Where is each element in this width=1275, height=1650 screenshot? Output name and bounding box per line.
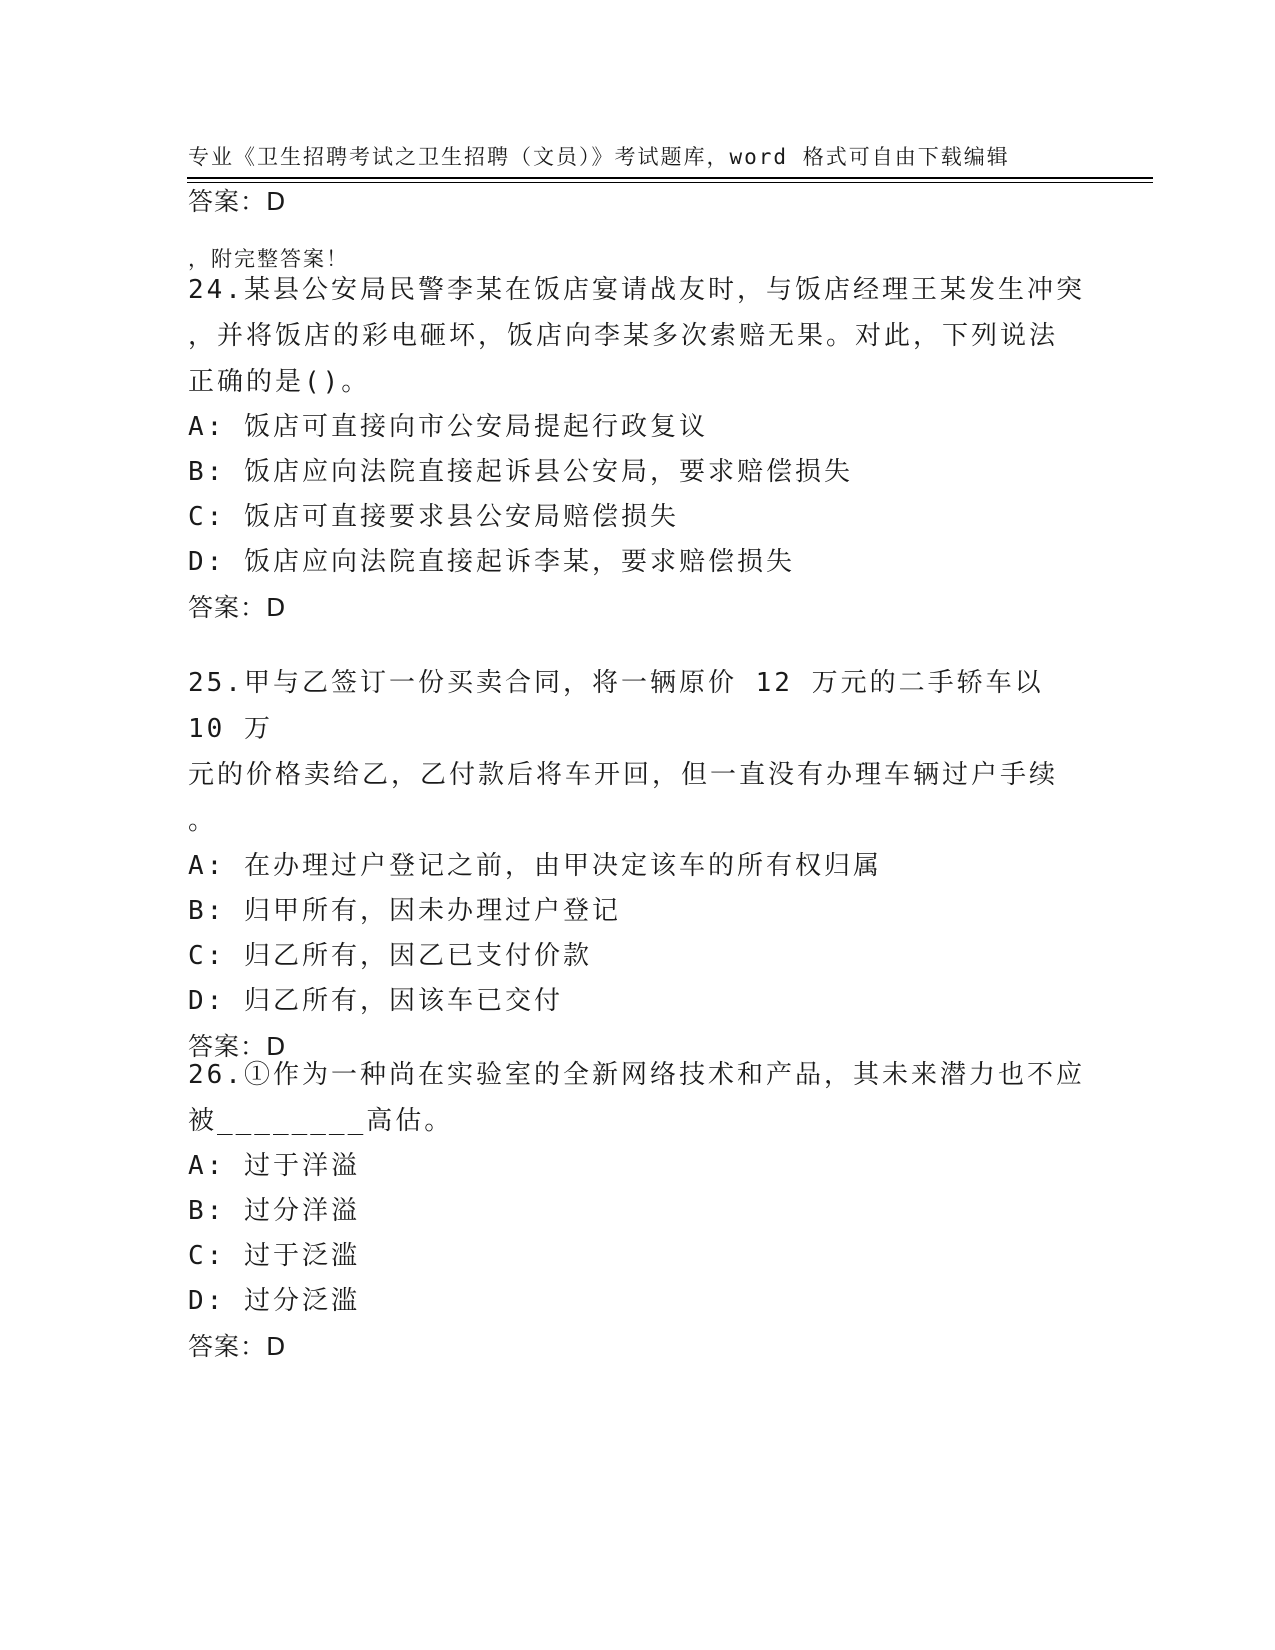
header-line-1: 专业《卫生招聘考试之卫生招聘（文员）》考试题库，word 格式可自由下载编辑 xyxy=(188,145,1010,169)
option-b: B: 归甲所有，因未办理过户登记 xyxy=(188,896,621,926)
option-d: D: 过分泛滥 xyxy=(188,1286,360,1316)
option-d: D: 归乙所有，因该车已交付 xyxy=(188,986,563,1016)
option-a: A: 过于洋溢 xyxy=(188,1151,360,1181)
question-24 xyxy=(188,267,1088,631)
answer-line: 答案：D xyxy=(188,1332,287,1361)
question-line: 26.①作为一种尚在实验室的全新网络技术和产品，其未来潜力也不应 xyxy=(188,1060,1085,1090)
header-line-2: ，附完整答案！ xyxy=(188,247,349,271)
question-line: ，并将饭店的彩电砸坏，饭店向李某多次索赔无果。对此，下列说法 xyxy=(188,321,1059,351)
option-a: A: 饭店可直接向市公安局提起行政复议 xyxy=(188,412,708,442)
previous-answer xyxy=(188,179,1088,225)
question-line: 被________高估。 xyxy=(188,1106,454,1136)
option-a: A: 在办理过户登记之前，由甲决定该车的所有权归属 xyxy=(188,851,882,881)
question-line: 正确的是()。 xyxy=(188,367,371,397)
option-b: B: 过分洋溢 xyxy=(188,1196,360,1226)
question-line: 24.某县公安局民警李某在饭店宴请战友时，与饭店经理王某发生冲突 xyxy=(188,275,1085,305)
option-d: D: 饭店应向法院直接起诉李某，要求赔偿损失 xyxy=(188,547,795,577)
option-c: C: 归乙所有，因乙已支付价款 xyxy=(188,941,592,971)
question-25 xyxy=(188,660,1088,1070)
answer-line: 答案：D xyxy=(188,1032,287,1061)
option-c: C: 过于泛滥 xyxy=(188,1241,360,1271)
option-b: B: 饭店应向法院直接起诉县公安局，要求赔偿损失 xyxy=(188,457,853,487)
question-line: 元的价格卖给乙，乙付款后将车开回，但一直没有办理车辆过户手续 xyxy=(188,760,1059,790)
option-c: C: 饭店可直接要求县公安局赔偿损失 xyxy=(188,502,679,532)
question-line: 。 xyxy=(188,806,218,836)
question-26 xyxy=(188,1052,1088,1370)
question-line: 25.甲与乙签订一份买卖合同，将一辆原价 12 万元的二手轿车以 10 万 xyxy=(188,668,1044,744)
answer-line: 答案：D xyxy=(188,593,287,622)
answer-line: 答案：D xyxy=(188,187,287,216)
